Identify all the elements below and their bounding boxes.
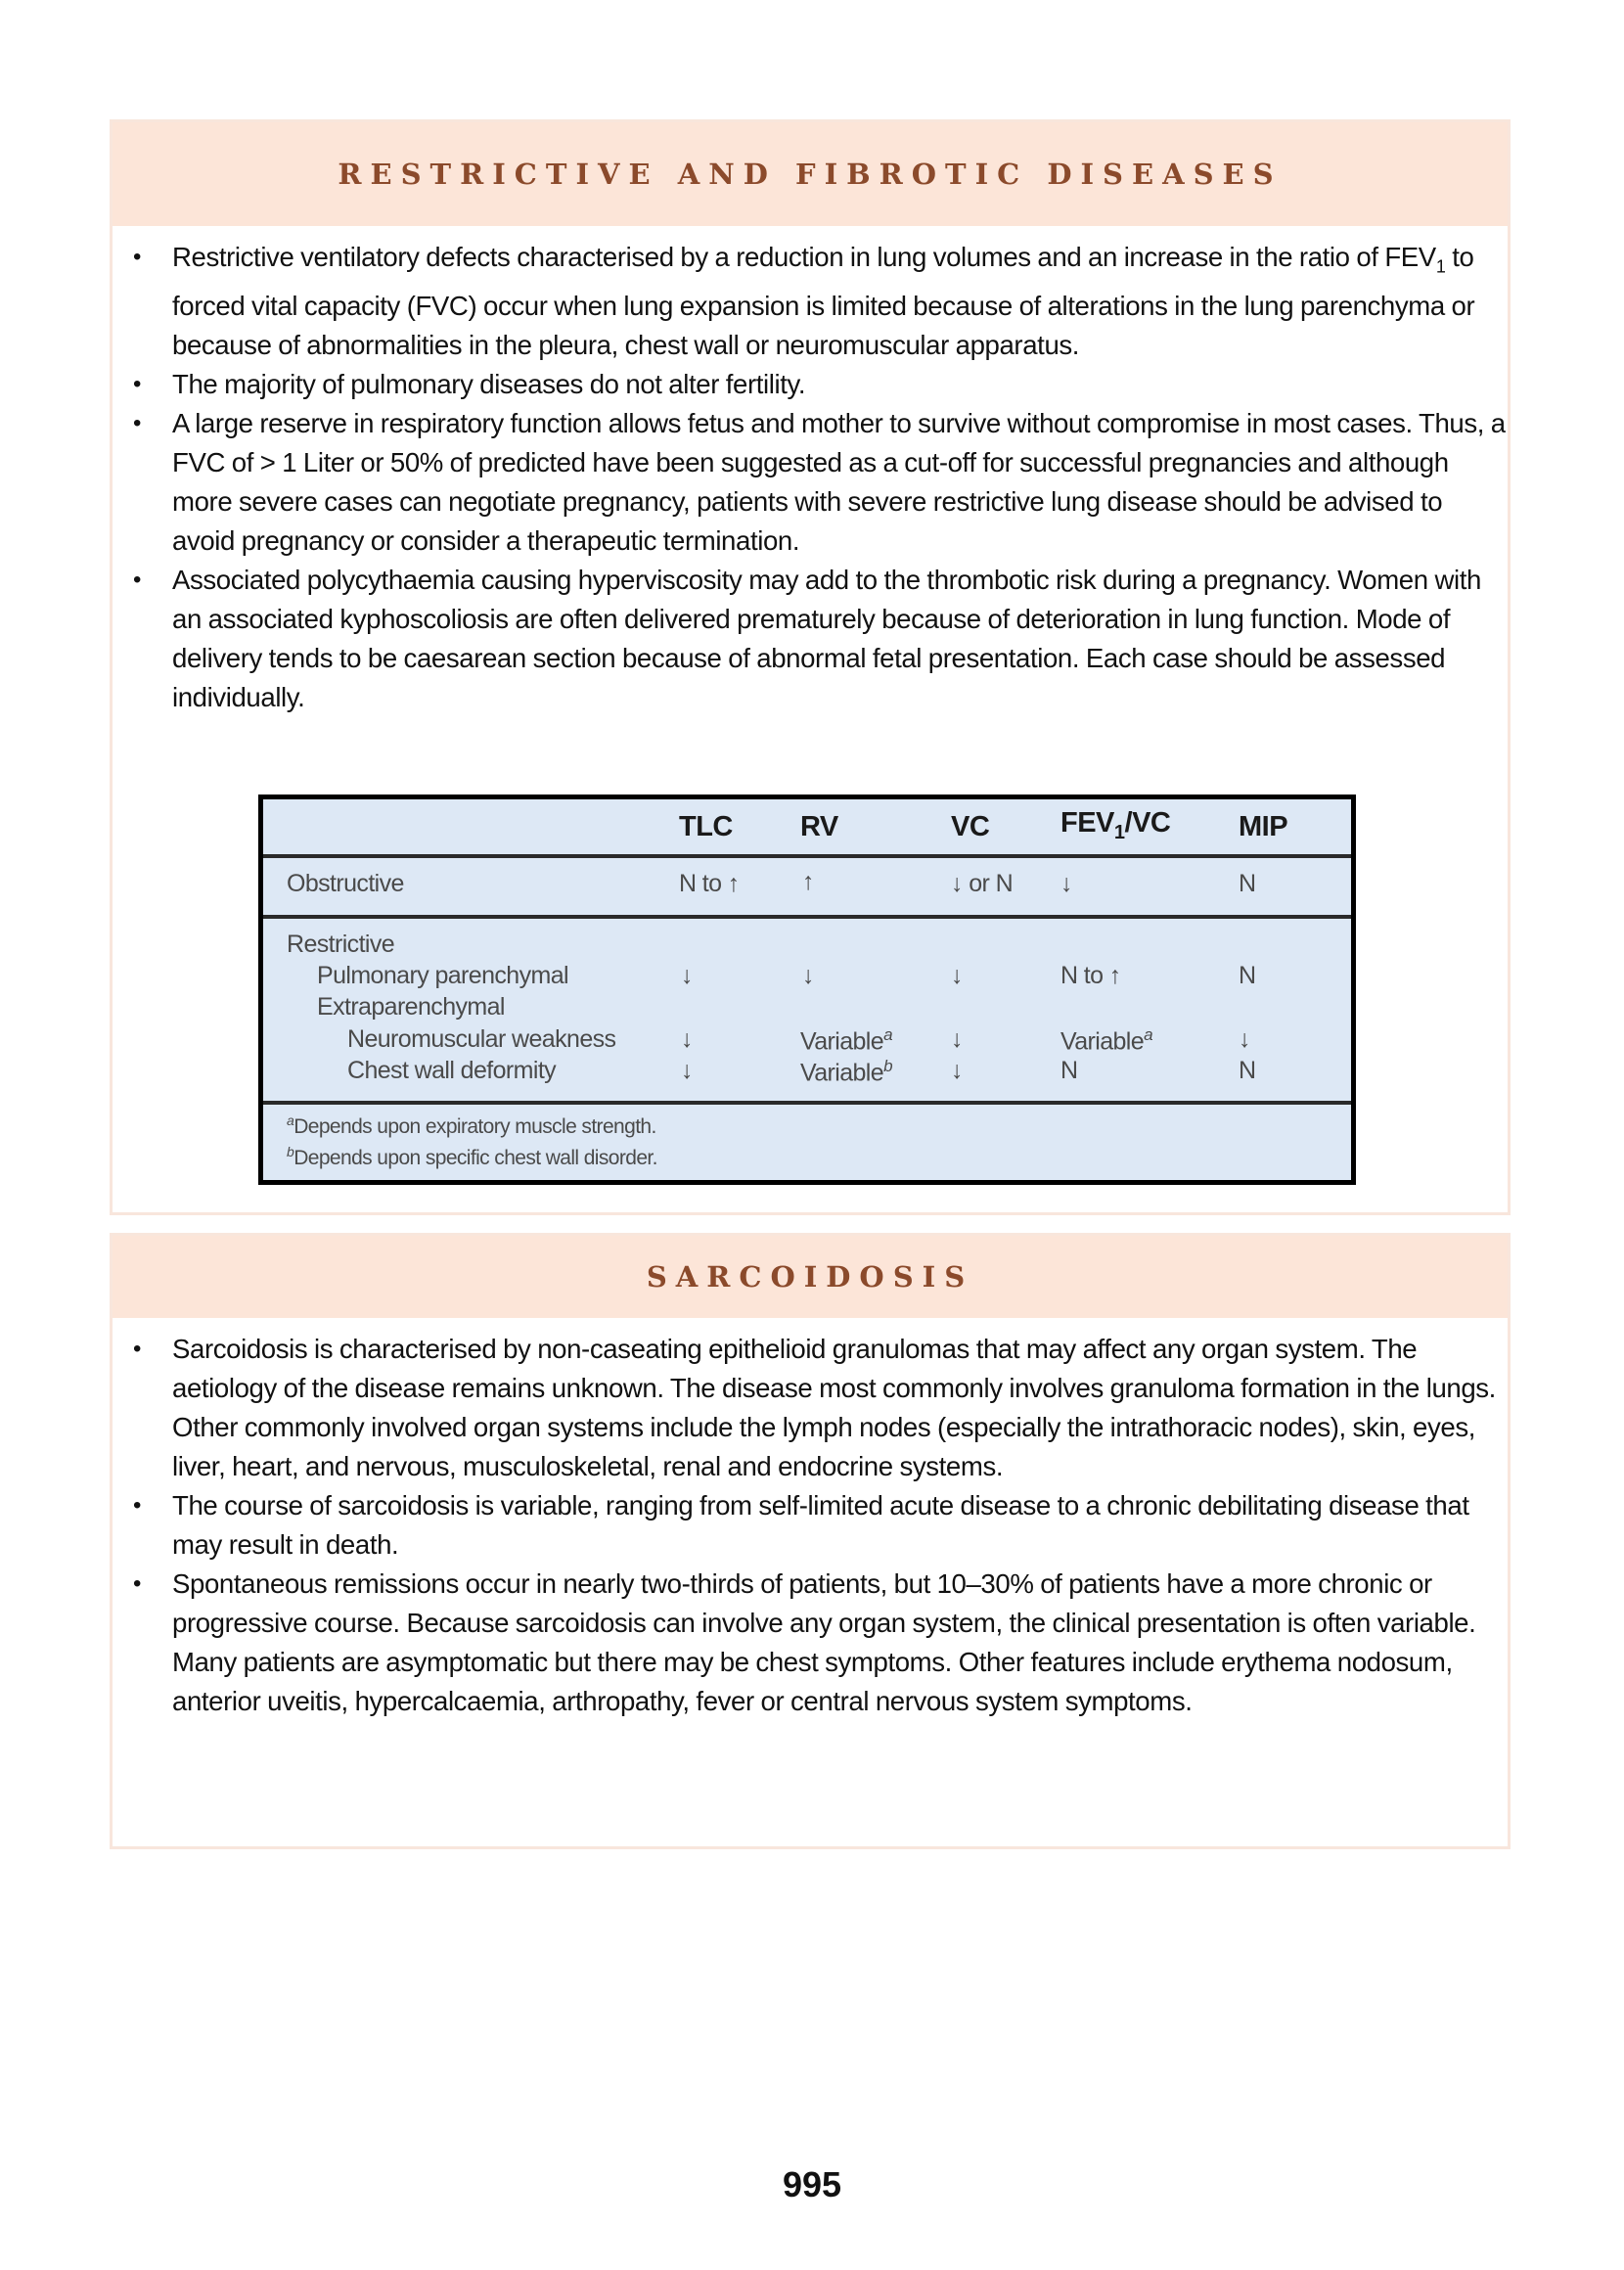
cell-neuro-rv: Variable$^a$ <box>800 1025 892 1056</box>
cell-neuro-vc: ↓ <box>951 1025 963 1053</box>
cell-chest-mip: N <box>1239 1057 1256 1084</box>
cell-pulmonary-rv: ↓ <box>802 962 814 989</box>
row-label-neuromuscular-weakness: Neuromuscular weakness <box>347 1025 616 1053</box>
section-title: RESTRICTIVE AND FIBROTIC DISEASES <box>338 158 1283 191</box>
divider <box>263 1101 1351 1105</box>
bullet-icon: • <box>133 1336 142 1362</box>
cell-neuro-tlc: ↓ <box>681 1025 693 1053</box>
cell-obstructive-mip: N <box>1239 870 1256 897</box>
bullet-icon: • <box>133 566 142 593</box>
col-header-mip: MIP <box>1239 811 1288 842</box>
cell-pulmonary-fev: N to ↑ <box>1060 962 1121 989</box>
bullet-item: • Associated polycythaemia causing hyperviscosity may add to the thrombotic risk during a pregnancy. Women with an associated kyphoscoliosis are often delivered prematurely because of deterioration in lung function. Mode of delivery tends to be caesarean section because of abnormal fetal presentation. Each case should be assessed individually. <box>113 561 1508 717</box>
cell-obstructive-fev: ↓ <box>1060 870 1072 897</box>
cell-pulmonary-tlc: ↓ <box>681 962 693 989</box>
section-header <box>113 1236 1508 1318</box>
page-number: 995 <box>782 2164 842 2204</box>
row-label-obstructive: Obstructive <box>287 870 404 897</box>
cell-neuro-mip: ↓ <box>1239 1025 1250 1053</box>
cell-obstructive-vc: ↓ or N <box>951 870 1014 897</box>
bullet-item: • The course of sarcoidosis is variable, ranging from self-limited acute disease to a chronic debilitating disease that may result in death. <box>113 1486 1508 1565</box>
bullet-icon: • <box>133 1570 142 1597</box>
lung-function-table <box>258 794 1356 1185</box>
col-header-fev1-vc: $FEV_1/VC$ <box>1060 807 1171 843</box>
divider <box>263 854 1351 858</box>
cell-chest-rv: Variable$^b$ <box>800 1057 892 1087</box>
section-title: SARCOIDOSIS <box>646 1260 974 1294</box>
cell-pulmonary-mip: N <box>1239 962 1256 989</box>
bullet-list <box>113 1330 1508 1721</box>
section-sarcoidosis <box>110 1233 1511 1849</box>
cell-chest-vc: ↓ <box>951 1057 963 1084</box>
cell-obstructive-tlc: N to ↑ <box>679 870 740 897</box>
cell-pulmonary-vc: ↓ <box>951 962 963 989</box>
row-label-extraparenchymal: Extraparenchymal <box>317 993 505 1021</box>
col-header-rv: RV <box>800 811 838 842</box>
bullet-item: • The majority of pulmonary diseases do not alter fertility. <box>113 365 1508 404</box>
bullet-icon: • <box>133 370 142 397</box>
bullet-item: • A large reserve in respiratory function allows fetus and mother to survive without compromise in most cases. Thus, a FVC of > 1 Liter or 50% of predicted have been suggested as a cut-off for successful pregnancies and although more severe cases can negotiate pregnancy, patients with severe restrictive lung disease should be advised to avoid pregnancy or consider a therapeutic termination. <box>113 404 1508 561</box>
row-label-pulmonary-parenchymal: Pulmonary parenchymal <box>317 962 568 989</box>
bullet-list <box>113 238 1508 717</box>
footnote: $^b$Depends upon specific chest wall disorder. <box>287 1144 657 1169</box>
footnote: $^a$Depends upon expiratory muscle strength. <box>287 1112 656 1138</box>
cell-neuro-fev: Variable$^a$ <box>1060 1025 1152 1056</box>
divider <box>263 915 1351 919</box>
row-label-chest-wall-deformity: Chest wall deformity <box>347 1057 557 1084</box>
bullet-item: • Restrictive ventilatory defects characterised by a reduction in lung volumes and an increase in the ratio of $FEV_1$ to forced vital capacity (FVC) occur when lung expansion is limited because of alterations in the lung parenchyma or because of abnormalities in the pleura, chest wall or neuromuscular apparatus. <box>113 238 1508 365</box>
col-header-vc: VC <box>951 811 990 842</box>
bullet-item: • Sarcoidosis is characterised by non-caseating epithelioid granulomas that may affect any organ system. The aetiology of the disease remains unknown. The disease most commonly involves granuloma formation in the lungs. Other commonly involved organ systems include the lymph nodes (especially the intrathoracic nodes), skin, eyes, liver, heart, and nervous, musculoskeletal, renal and endocrine systems. <box>113 1330 1508 1486</box>
cell-obstructive-rv: ↑ <box>802 868 814 895</box>
row-label-restrictive: Restrictive <box>287 931 395 958</box>
cell-chest-fev: N <box>1060 1057 1078 1084</box>
bullet-icon: • <box>133 244 142 270</box>
cell-chest-tlc: ↓ <box>681 1057 693 1084</box>
section-header <box>113 122 1508 226</box>
col-header-tlc: TLC <box>679 811 733 842</box>
bullet-icon: • <box>133 409 142 436</box>
bullet-icon: • <box>133 1492 142 1519</box>
bullet-item: • Spontaneous remissions occur in nearly two-thirds of patients, but 10–30% of patients have a more chronic or progressive course. Because sarcoidosis can involve any organ system, the clinical presentation is often variable. Many patients are asymptomatic but there may be chest symptoms. Other features include erythema nodosum, anterior uveitis, hypercalcaemia, arthropathy, fever or central nervous system symptoms. <box>113 1565 1508 1721</box>
